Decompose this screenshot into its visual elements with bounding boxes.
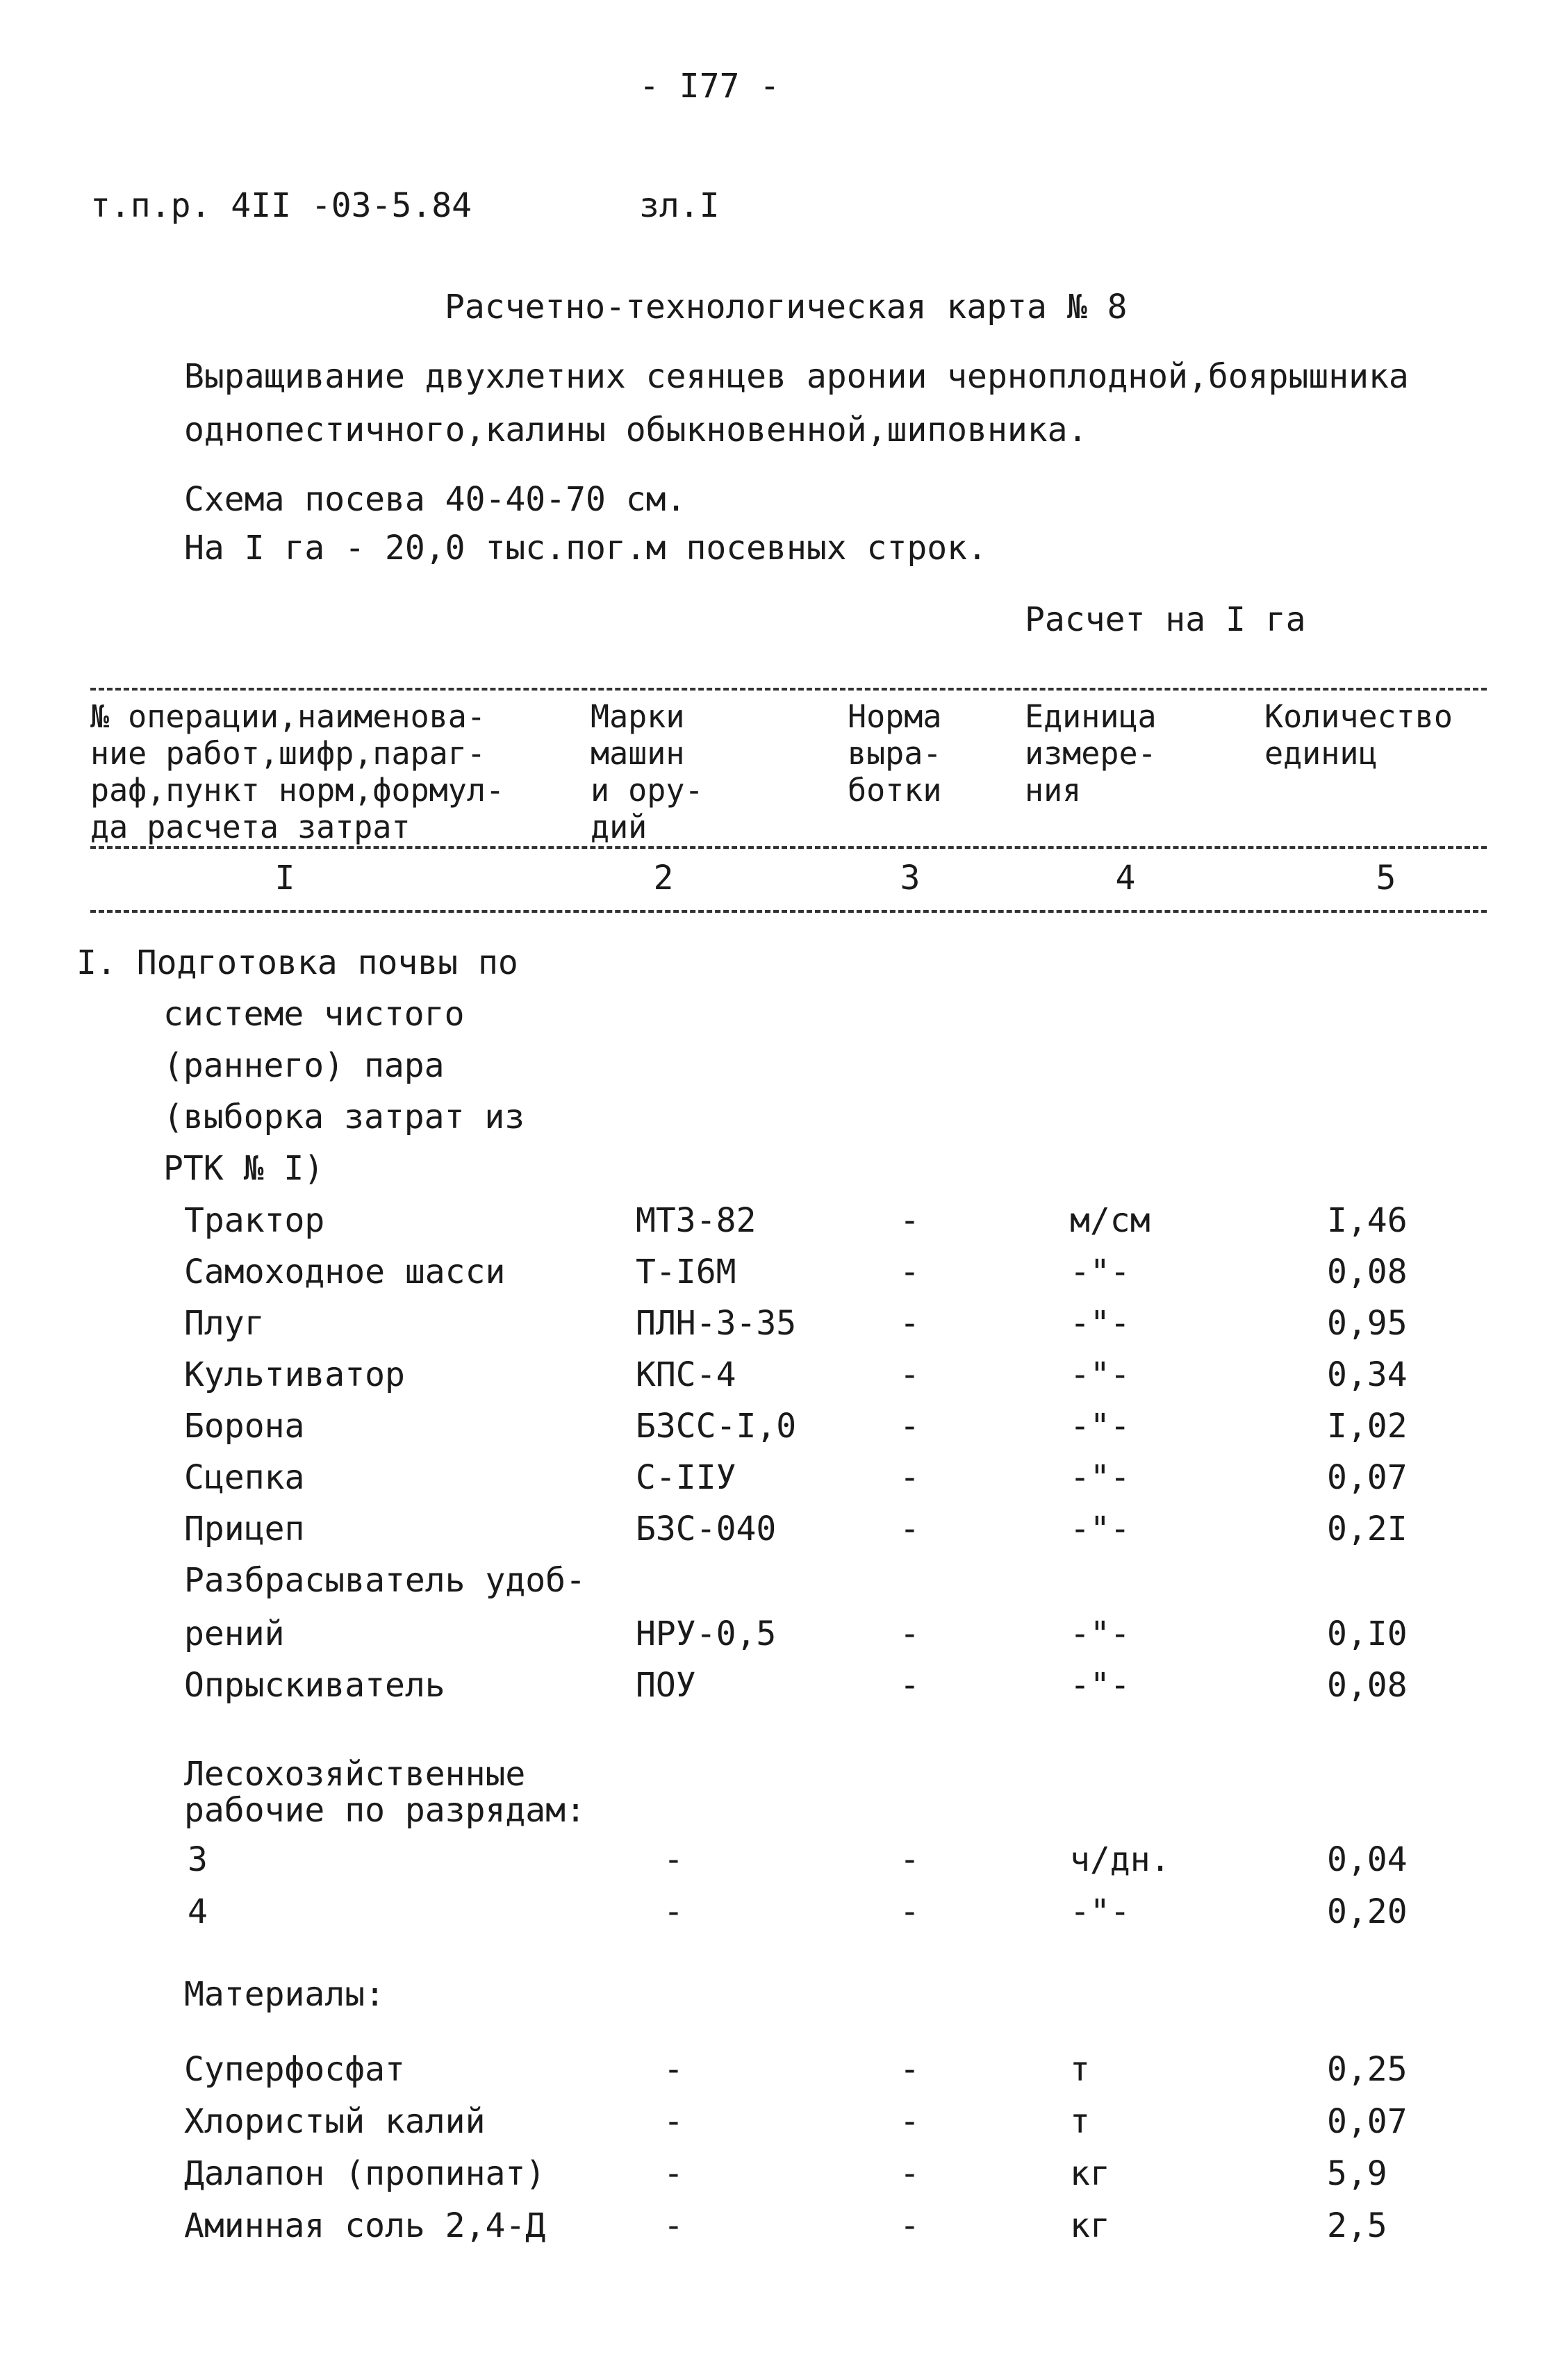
- row-quantity: 0,08: [1327, 1253, 1408, 1291]
- row-quantity: 0,08: [1327, 1666, 1408, 1705]
- row-name: Культиватор: [184, 1355, 405, 1394]
- row-quantity: 0,34: [1327, 1355, 1408, 1394]
- table-top-rule: [90, 688, 1487, 691]
- row-brand: -: [663, 2102, 684, 2141]
- row-norm: -: [900, 1458, 920, 1497]
- row-quantity: 0,25: [1327, 2050, 1408, 2089]
- row-name: Аминная соль 2,4-Д: [184, 2206, 546, 2245]
- row-norm: -: [900, 1614, 920, 1653]
- row-brand: КПС-4: [636, 1355, 736, 1394]
- calculation-note: Расчет на I га: [1025, 600, 1306, 639]
- row-brand: БЗСС-I,0: [636, 1407, 797, 1446]
- column-number-4: 4: [1115, 859, 1136, 898]
- row-norm: -: [900, 1666, 920, 1705]
- row-name: 3: [188, 1840, 208, 1879]
- row-brand: -: [663, 1892, 684, 1931]
- row-brand: ПОУ: [636, 1666, 696, 1705]
- row-norm: -: [900, 1407, 920, 1446]
- row-quantity: I,02: [1327, 1407, 1408, 1446]
- row-norm: -: [900, 1892, 920, 1931]
- row-unit: -"-: [1070, 1355, 1130, 1394]
- row-name: Самоходное шасси: [184, 1253, 506, 1291]
- row-quantity: 0,04: [1327, 1840, 1408, 1879]
- column-number-1: I: [274, 859, 295, 898]
- row-norm: -: [900, 1304, 920, 1343]
- row-unit: -"-: [1070, 1892, 1130, 1931]
- page-number: - I77 -: [639, 67, 780, 106]
- sheet-number: зл.I: [639, 186, 720, 225]
- row-brand: Т-I6М: [636, 1253, 736, 1291]
- row-brand: -: [663, 2050, 684, 2089]
- row-quantity: 5,9: [1327, 2154, 1387, 2193]
- row-unit: -"-: [1070, 1510, 1130, 1548]
- header-output-norm: Норма выра- ботки: [848, 698, 942, 809]
- row-name: Далапон (пропинат): [184, 2154, 546, 2193]
- row-quantity: 0,I0: [1327, 1614, 1408, 1653]
- sowing-scheme: Схема посева 40-40-70 см.: [184, 480, 686, 519]
- row-brand: БЗС-040: [636, 1510, 777, 1548]
- row-name: Плуг: [184, 1304, 265, 1343]
- row-norm: -: [900, 2050, 920, 2089]
- header-machine-brand: Марки машин и ору- дий: [591, 698, 704, 845]
- row-name: рений: [184, 1614, 285, 1653]
- row-name: Сцепка: [184, 1458, 305, 1497]
- section-1-title: I. Подготовка почвы по: [76, 943, 518, 982]
- card-title: Расчетно-технологическая карта № 8: [445, 288, 1128, 327]
- row-unit: -"-: [1070, 1614, 1130, 1653]
- section-1-title-line: системе чистого: [163, 995, 465, 1034]
- row-quantity: I,46: [1327, 1201, 1408, 1240]
- row-unit: -"-: [1070, 1407, 1130, 1446]
- row-unit: кг: [1070, 2154, 1110, 2193]
- row-unit: ч/дн.: [1070, 1840, 1171, 1879]
- row-name: Опрыскиватель: [184, 1666, 445, 1705]
- row-brand: -: [663, 1840, 684, 1879]
- row-name: Трактор: [184, 1201, 325, 1240]
- spreader-name-line-1: Разбрасыватель удоб-: [184, 1561, 586, 1600]
- row-brand: С-IIУ: [636, 1458, 736, 1497]
- row-quantity: 0,07: [1327, 2102, 1408, 2141]
- column-numbers-rule: [90, 910, 1487, 913]
- row-name: Суперфосфат: [184, 2050, 405, 2089]
- header-quantity: Количество единиц: [1264, 698, 1453, 772]
- row-name: Борона: [184, 1407, 305, 1446]
- row-unit: т: [1070, 2102, 1090, 2141]
- materials-heading: Материалы:: [184, 1975, 385, 2014]
- row-norm: -: [900, 2154, 920, 2193]
- row-norm: -: [900, 1201, 920, 1240]
- column-number-5: 5: [1376, 859, 1396, 898]
- row-unit: -"-: [1070, 1304, 1130, 1343]
- header-operation: № операции,наименова- ние работ,шифр,параг- раф,пункт норм,формул- да расчета затрат: [90, 698, 505, 845]
- section-1-title-line: (раннего) пара: [163, 1046, 445, 1085]
- row-quantity: 0,07: [1327, 1458, 1408, 1497]
- row-norm: -: [900, 2102, 920, 2141]
- row-brand: -: [663, 2154, 684, 2193]
- row-norm: -: [900, 1840, 920, 1879]
- row-brand: НРУ-0,5: [636, 1614, 777, 1653]
- row-brand: МТЗ-82: [636, 1201, 757, 1240]
- column-number-3: 3: [900, 859, 921, 898]
- per-hectare-note: На I га - 20,0 тыс.пог.м посевных строк.: [184, 529, 987, 568]
- header-unit: Единица измере- ния: [1025, 698, 1157, 809]
- column-number-2: 2: [653, 859, 674, 898]
- row-name: Прицеп: [184, 1510, 305, 1548]
- row-quantity: 0,2I: [1327, 1510, 1408, 1548]
- row-norm: -: [900, 2206, 920, 2245]
- row-unit: -"-: [1070, 1458, 1130, 1497]
- workers-heading: Лесохозяйственные: [184, 1755, 526, 1794]
- row-quantity: 0,95: [1327, 1304, 1408, 1343]
- description-line-2: однопестичного,калины обыкновенной,шиповника.: [184, 411, 1088, 449]
- row-quantity: 2,5: [1327, 2206, 1387, 2245]
- row-name: 4: [188, 1892, 208, 1931]
- row-name: Хлористый калий: [184, 2102, 486, 2141]
- row-unit: -"-: [1070, 1253, 1130, 1291]
- row-norm: -: [900, 1355, 920, 1394]
- workers-heading-line-2: рабочие по разрядам:: [184, 1791, 586, 1830]
- row-brand: ПЛН-3-35: [636, 1304, 797, 1343]
- row-norm: -: [900, 1510, 920, 1548]
- row-unit: м/см: [1070, 1201, 1150, 1240]
- header-bottom-rule: [90, 846, 1487, 849]
- row-unit: -"-: [1070, 1666, 1130, 1705]
- row-unit: т: [1070, 2050, 1090, 2089]
- row-norm: -: [900, 1253, 920, 1291]
- row-unit: кг: [1070, 2206, 1110, 2245]
- section-1-title-line: РТК № I): [163, 1149, 324, 1188]
- row-brand: -: [663, 2206, 684, 2245]
- document-reference: т.п.р. 4II -03-5.84: [90, 186, 472, 225]
- row-quantity: 0,20: [1327, 1892, 1408, 1931]
- description-line-1: Выращивание двухлетних сеянцев аронии черноплодной,боярышника: [184, 357, 1409, 396]
- section-1-title-line: (выборка затрат из: [163, 1098, 525, 1137]
